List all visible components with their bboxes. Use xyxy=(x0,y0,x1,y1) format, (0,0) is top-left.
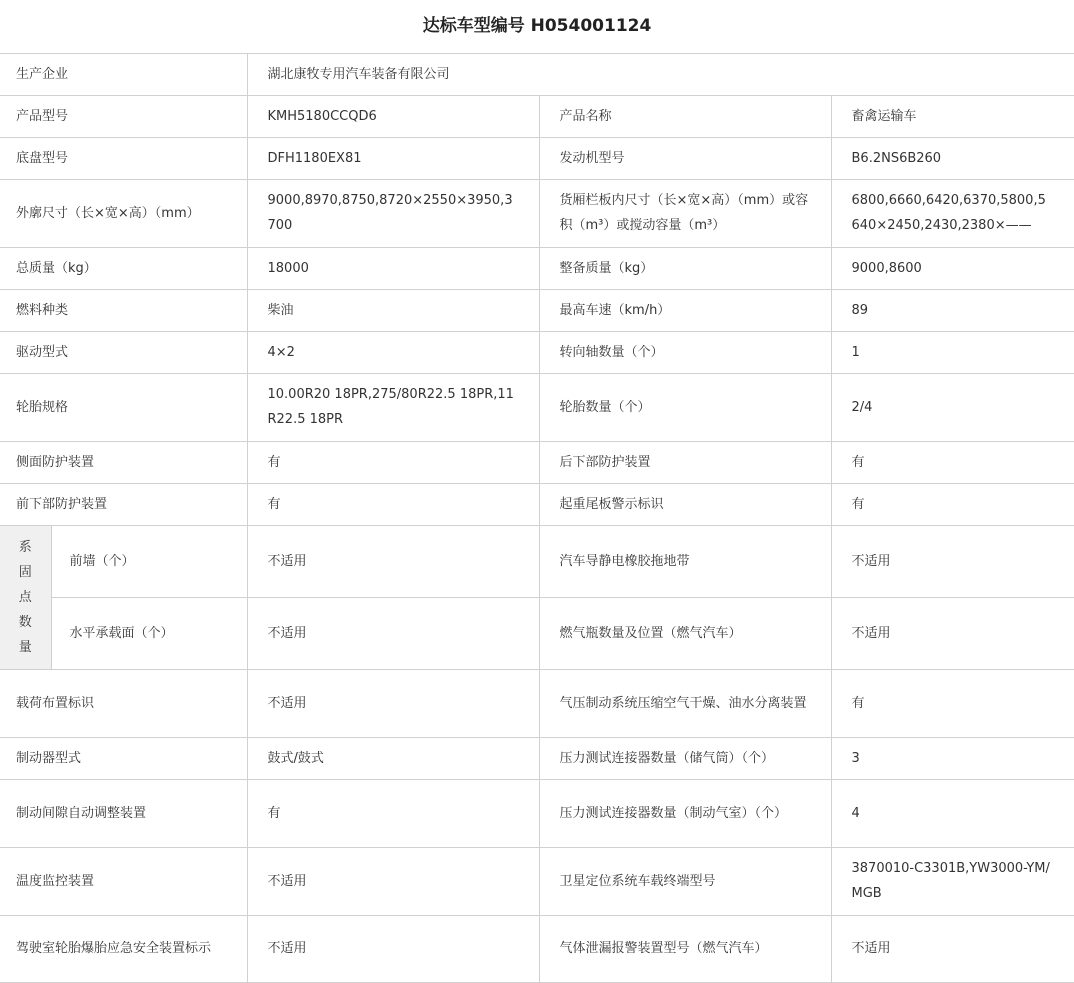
field-value: 18000 xyxy=(247,247,539,289)
manufacturer-label: 生产企业 xyxy=(0,53,247,95)
field-label: 最高车速（km/h） xyxy=(539,289,831,331)
field-label: 驱动型式 xyxy=(0,331,247,373)
field-value: 不适用 xyxy=(247,847,539,915)
field-label: 货厢栏板内尺寸（长×宽×高）（mm）或容积（m³）或搅动容量（m³） xyxy=(539,179,831,247)
field-label: 压力测试连接器数量（储气筒）（个） xyxy=(539,737,831,779)
page-title: 达标车型编号 H054001124 xyxy=(0,0,1074,53)
table-row xyxy=(0,373,1074,441)
field-value: B6.2NS6B260 xyxy=(831,137,1074,179)
field-value: 3 xyxy=(831,737,1074,779)
field-value: 有 xyxy=(247,483,539,525)
table-row xyxy=(0,779,1074,847)
field-value: 10.00R20 18PR,275/80R22.5 18PR,11R22.5 18PR xyxy=(247,373,539,441)
field-label: 侧面防护装置 xyxy=(0,441,247,483)
field-value: 4 xyxy=(831,779,1074,847)
field-label: 燃料种类 xyxy=(0,289,247,331)
field-value: 畜禽运输车 xyxy=(831,95,1074,137)
table-row xyxy=(0,289,1074,331)
field-value: 89 xyxy=(831,289,1074,331)
field-value: 不适用 xyxy=(831,597,1074,669)
field-label: 压力测试连接器数量（制动气室）（个） xyxy=(539,779,831,847)
table-row xyxy=(0,247,1074,289)
table-row xyxy=(0,95,1074,137)
field-label: 转向轴数量（个） xyxy=(539,331,831,373)
field-label: 底盘型号 xyxy=(0,137,247,179)
tie-down-points-header-text: 系 固 点 数 量 xyxy=(18,539,32,655)
field-label: 制动器型式 xyxy=(0,737,247,779)
field-value: 4×2 xyxy=(247,331,539,373)
table-row xyxy=(0,597,1074,669)
table-row xyxy=(0,53,1074,95)
field-value: 不适用 xyxy=(247,525,539,597)
field-value: 不适用 xyxy=(831,915,1074,982)
field-label: 轮胎规格 xyxy=(0,373,247,441)
field-label: 载荷布置标识 xyxy=(0,669,247,737)
table-row xyxy=(0,483,1074,525)
field-value: 不适用 xyxy=(247,669,539,737)
field-value: 柴油 xyxy=(247,289,539,331)
field-value: KMH5180CCQD6 xyxy=(247,95,539,137)
field-label: 轮胎数量（个） xyxy=(539,373,831,441)
table-row xyxy=(0,669,1074,737)
field-label: 总质量（kg） xyxy=(0,247,247,289)
field-label: 产品名称 xyxy=(539,95,831,137)
field-value: 有 xyxy=(831,441,1074,483)
field-label: 温度监控装置 xyxy=(0,847,247,915)
table-row xyxy=(0,525,1074,597)
field-value: DFH1180EX81 xyxy=(247,137,539,179)
tie-down-points-header xyxy=(0,525,51,669)
field-label: 外廓尺寸（长×宽×高）（mm） xyxy=(0,179,247,247)
field-value: 不适用 xyxy=(247,597,539,669)
field-value: 1 xyxy=(831,331,1074,373)
table-row xyxy=(0,441,1074,483)
table-row xyxy=(0,137,1074,179)
field-label: 制动间隙自动调整装置 xyxy=(0,779,247,847)
field-label: 气体泄漏报警装置型号（燃气汽车） xyxy=(539,915,831,982)
field-value: 9000,8600 xyxy=(831,247,1074,289)
table-row xyxy=(0,331,1074,373)
field-label: 后下部防护装置 xyxy=(539,441,831,483)
table-row xyxy=(0,847,1074,915)
field-value: 不适用 xyxy=(831,525,1074,597)
field-value: 2/4 xyxy=(831,373,1074,441)
manufacturer-value: 湖北康牧专用汽车装备有限公司 xyxy=(247,53,1074,95)
field-value: 鼓式/鼓式 xyxy=(247,737,539,779)
field-value: 6800,6660,6420,6370,5800,5640×2450,2430,2380×—— xyxy=(831,179,1074,247)
field-label: 前下部防护装置 xyxy=(0,483,247,525)
field-value: 有 xyxy=(247,441,539,483)
field-label: 气压制动系统压缩空气干燥、油水分离装置 xyxy=(539,669,831,737)
field-value: 9000,8970,8750,8720×2550×3950,3700 xyxy=(247,179,539,247)
field-value: 有 xyxy=(247,779,539,847)
field-value: 有 xyxy=(831,669,1074,737)
field-value: 3870010-C3301B,YW3000-YM/MGB xyxy=(831,847,1074,915)
field-label: 卫星定位系统车载终端型号 xyxy=(539,847,831,915)
field-label: 汽车导静电橡胶拖地带 xyxy=(539,525,831,597)
field-value: 不适用 xyxy=(247,915,539,982)
table-row xyxy=(0,179,1074,247)
table-row xyxy=(0,737,1074,779)
field-label: 燃气瓶数量及位置（燃气汽车） xyxy=(539,597,831,669)
field-label: 起重尾板警示标识 xyxy=(539,483,831,525)
field-value: 有 xyxy=(831,483,1074,525)
field-label: 整备质量（kg） xyxy=(539,247,831,289)
title-row xyxy=(0,0,1074,53)
field-label: 产品型号 xyxy=(0,95,247,137)
field-label: 前墙（个） xyxy=(51,525,247,597)
field-label: 驾驶室轮胎爆胎应急安全装置标示 xyxy=(0,915,247,982)
table-row xyxy=(0,915,1074,982)
field-label: 水平承载面（个） xyxy=(51,597,247,669)
field-label: 发动机型号 xyxy=(539,137,831,179)
